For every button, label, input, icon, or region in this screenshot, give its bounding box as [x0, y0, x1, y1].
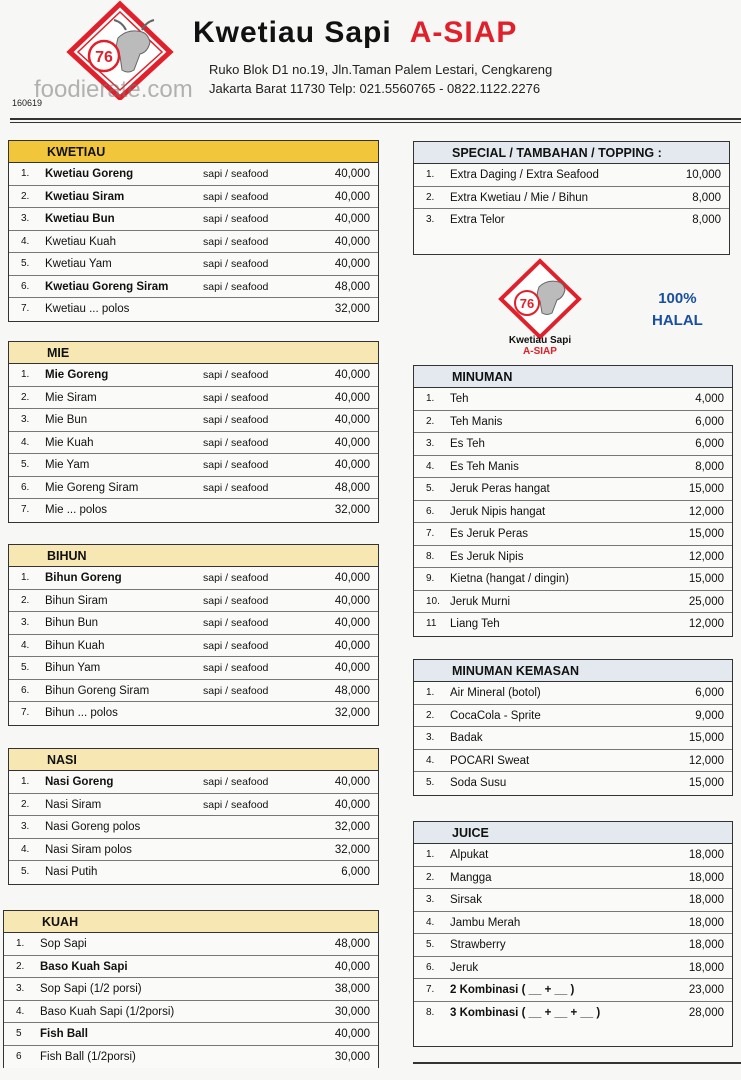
item-name: Es Jeruk Peras — [450, 528, 528, 540]
item-price: 40,000 — [334, 258, 370, 270]
logo2-number: 76 — [519, 296, 535, 311]
item-number: 5. — [21, 662, 30, 673]
menu-item — [9, 276, 378, 299]
item-price: 6,000 — [341, 866, 370, 878]
section-title: SPECIAL / TAMBAHAN / TOPPING : — [414, 142, 729, 164]
restaurant-name — [193, 16, 517, 50]
menu-code: 160619 — [12, 98, 43, 108]
item-name: Kwetiau Kuah — [45, 235, 116, 248]
item-option: sapi / seafood — [203, 798, 269, 811]
menu-item — [9, 567, 378, 590]
item-name: Jeruk Peras hangat — [450, 483, 550, 495]
item-name: Nasi Putih — [45, 866, 98, 878]
item-name: Jeruk Murni — [450, 595, 511, 608]
item-number: 10. — [426, 595, 440, 607]
section-title: MINUMAN KEMASAN — [414, 660, 732, 682]
item-price: 48,000 — [334, 684, 370, 697]
item-number: 2. — [21, 190, 30, 202]
item-option: sapi / seafood — [203, 391, 269, 404]
menu-item — [414, 613, 732, 636]
item-name: Es Jeruk Nipis — [450, 550, 524, 563]
item-price: 15,000 — [688, 483, 724, 495]
item-number: 6 — [16, 1050, 22, 1062]
item-name: Kwetiau Siram — [45, 190, 125, 203]
item-price: 48,000 — [334, 481, 370, 494]
menu-item — [414, 501, 732, 524]
menu-item — [9, 680, 378, 703]
item-name: Jambu Merah — [450, 916, 521, 929]
item-number: 5. — [21, 866, 30, 877]
section-mie — [8, 341, 379, 523]
address — [209, 60, 552, 98]
item-option: sapi / seafood — [203, 414, 269, 426]
item-price: 23,000 — [688, 984, 724, 996]
section-title: BIHUN — [9, 545, 378, 567]
item-name: 2 Kombinasi ( __ + __ ) — [450, 984, 575, 996]
item-price: 30,000 — [334, 1005, 370, 1018]
item-price: 40,000 — [334, 436, 370, 449]
item-price: 12,000 — [688, 550, 724, 563]
item-name: Mie Siram — [45, 391, 97, 404]
item-name: Bihun ... polos — [45, 707, 118, 719]
item-number: 3. — [21, 213, 30, 224]
section-juice — [413, 821, 733, 1047]
item-name: Jeruk — [450, 961, 479, 974]
item-name: Air Mineral (botol) — [450, 687, 541, 699]
menu-item — [414, 979, 732, 1002]
item-number: 4. — [16, 1005, 25, 1017]
menu-item — [414, 867, 732, 890]
item-price: 40,000 — [334, 594, 370, 607]
menu-item — [9, 861, 378, 884]
item-name: Fish Ball (1/2porsi) — [40, 1050, 136, 1063]
menu-item — [9, 771, 378, 794]
section-title: MINUMAN — [414, 366, 732, 388]
menu-item — [414, 889, 732, 912]
item-price: 48,000 — [334, 938, 370, 950]
item-name: Baso Kuah Sapi — [40, 960, 128, 973]
item-number: 1. — [426, 169, 435, 180]
item-name: Kwetiau Goreng — [45, 168, 134, 180]
item-name: Mie Goreng — [45, 369, 109, 381]
item-number: 4. — [21, 235, 30, 247]
item-name: Kwetiau Bun — [45, 213, 115, 225]
menu-item — [9, 794, 378, 817]
item-number: 4. — [426, 460, 435, 472]
menu-item — [414, 591, 732, 614]
item-price: 15,000 — [688, 777, 724, 789]
item-option: sapi / seafood — [203, 684, 269, 697]
item-number: 4. — [426, 754, 435, 766]
item-price: 32,000 — [334, 303, 370, 315]
item-option: sapi / seafood — [203, 235, 269, 248]
item-name: Bihun Goreng — [45, 572, 122, 584]
menu-item — [414, 957, 732, 980]
menu-item — [4, 978, 378, 1001]
section-kwetiau — [8, 140, 379, 322]
item-name: Sop Sapi — [40, 938, 87, 950]
menu-item — [9, 432, 378, 455]
watermark: foodierate.com — [34, 76, 193, 103]
menu-item — [9, 839, 378, 862]
item-name: POCARI Sweat — [450, 754, 530, 767]
menu-item — [9, 816, 378, 839]
item-price: 10,000 — [685, 169, 721, 181]
menu-item — [9, 163, 378, 186]
item-price: 40,000 — [334, 960, 370, 973]
address-line-2: Jakarta Barat 11730 Telp: 021.5560765 - 0822.1122.2276 — [209, 81, 541, 96]
item-name: 3 Kombinasi ( __ + __ + __ ) — [450, 1006, 601, 1019]
item-name: Bihun Yam — [45, 662, 101, 674]
item-number: 5. — [426, 777, 435, 788]
item-option: sapi / seafood — [203, 190, 269, 203]
item-number: 1. — [426, 393, 435, 404]
menu-item — [4, 1046, 378, 1069]
item-price: 9,000 — [695, 709, 724, 722]
item-option: sapi / seafood — [203, 168, 269, 180]
item-number: 1. — [426, 687, 435, 698]
menu-item — [414, 934, 732, 957]
menu-item — [414, 546, 732, 569]
item-name: Mie ... polos — [45, 504, 107, 516]
item-option: sapi / seafood — [203, 436, 269, 449]
item-name: Es Teh Manis — [450, 460, 519, 473]
item-name: Kwetiau Goreng Siram — [45, 280, 169, 293]
item-price: 8,000 — [695, 460, 724, 473]
menu-item — [414, 1002, 732, 1025]
item-option: sapi / seafood — [203, 572, 269, 584]
menu-item — [4, 1023, 378, 1046]
item-number: 4. — [426, 916, 435, 928]
item-number: 2. — [21, 798, 30, 810]
item-name: Bihun Bun — [45, 617, 99, 629]
halal-percent: 100% — [658, 290, 697, 307]
menu-item — [414, 772, 732, 795]
header-divider-thin — [10, 122, 741, 123]
menu-item — [414, 433, 732, 456]
item-price: 40,000 — [334, 459, 370, 471]
item-price: 4,000 — [695, 393, 724, 405]
item-name: Fish Ball — [40, 1028, 88, 1040]
menu-item — [9, 635, 378, 658]
section-title: JUICE — [414, 822, 732, 844]
item-price: 40,000 — [334, 414, 370, 426]
menu-item — [9, 657, 378, 680]
item-price: 6,000 — [695, 415, 724, 428]
menu-item — [9, 208, 378, 231]
item-price: 32,000 — [334, 821, 370, 833]
item-number: 9. — [426, 573, 435, 584]
item-price: 40,000 — [334, 617, 370, 629]
item-price: 6,000 — [695, 438, 724, 450]
item-name: Nasi Goreng polos — [45, 821, 141, 833]
item-price: 25,000 — [688, 595, 724, 608]
menu-item — [414, 187, 729, 210]
item-number: 7. — [426, 528, 435, 539]
item-number: 3. — [426, 214, 435, 225]
menu-item — [414, 912, 732, 935]
section-minuman-kemasan — [413, 659, 733, 796]
menu-item — [414, 164, 729, 187]
menu-item — [9, 409, 378, 432]
empty-row — [414, 232, 729, 254]
menu-item — [414, 727, 732, 750]
item-price: 8,000 — [692, 191, 721, 204]
item-number: 7. — [21, 303, 30, 314]
menu-item — [9, 499, 378, 522]
item-option: sapi / seafood — [203, 594, 269, 607]
item-price: 12,000 — [688, 754, 724, 767]
menu-item — [414, 411, 732, 434]
item-price: 8,000 — [692, 214, 721, 226]
cow-logo-small-icon — [495, 257, 585, 357]
item-number: 6. — [426, 505, 435, 517]
item-price: 18,000 — [688, 961, 724, 974]
item-number: 1. — [21, 776, 30, 787]
item-number: 5 — [16, 1028, 22, 1039]
item-name: Strawberry — [450, 939, 506, 951]
item-price: 18,000 — [688, 894, 724, 906]
item-option: sapi / seafood — [203, 280, 269, 293]
item-number: 2. — [426, 709, 435, 721]
item-name: Kietna (hangat / dingin) — [450, 573, 569, 585]
item-number: 1. — [21, 572, 30, 583]
item-number: 4. — [21, 639, 30, 651]
item-option: sapi / seafood — [203, 662, 269, 674]
menu-item — [9, 454, 378, 477]
item-price: 15,000 — [688, 732, 724, 744]
item-price: 18,000 — [688, 871, 724, 884]
menu-item — [414, 705, 732, 728]
logo-number: 76 — [95, 49, 113, 66]
item-name: Sop Sapi (1/2 porsi) — [40, 983, 142, 995]
menu-item — [4, 1001, 378, 1024]
item-number: 5. — [426, 483, 435, 494]
item-name: Teh — [450, 393, 469, 405]
item-price: 12,000 — [688, 505, 724, 518]
menu-item — [414, 478, 732, 501]
item-name: Bihun Kuah — [45, 639, 105, 652]
section-kuah — [3, 910, 379, 1068]
item-name: Nasi Siram — [45, 798, 102, 811]
item-option: sapi / seafood — [203, 617, 269, 629]
item-number: 8. — [426, 550, 435, 562]
menu-item — [414, 568, 732, 591]
title-accent: A-SIAP — [409, 16, 518, 49]
item-price: 48,000 — [334, 280, 370, 293]
item-number: 8. — [426, 1006, 435, 1018]
item-name: Nasi Siram polos — [45, 843, 132, 856]
menu-item — [9, 387, 378, 410]
menu-header — [0, 0, 741, 118]
menu-item — [414, 209, 729, 232]
item-price: 32,000 — [334, 707, 370, 719]
item-price: 18,000 — [688, 849, 724, 861]
item-price: 38,000 — [334, 983, 370, 995]
item-number: 2. — [21, 594, 30, 606]
item-option: sapi / seafood — [203, 481, 269, 494]
item-price: 18,000 — [688, 939, 724, 951]
section-title: KUAH — [4, 911, 378, 933]
item-number: 2. — [426, 191, 435, 203]
empty-row — [414, 1024, 732, 1046]
item-number: 1. — [21, 168, 30, 179]
item-name: Sirsak — [450, 894, 482, 906]
item-name: Jeruk Nipis hangat — [450, 505, 546, 518]
item-number: 3. — [21, 821, 30, 832]
section-title: MIE — [9, 342, 378, 364]
item-number: 6. — [21, 481, 30, 493]
menu-item — [9, 590, 378, 613]
item-price: 40,000 — [334, 776, 370, 788]
item-number: 4. — [21, 436, 30, 448]
item-price: 18,000 — [688, 916, 724, 929]
menu-item — [9, 186, 378, 209]
item-number: 3. — [21, 414, 30, 425]
address-line-1: Ruko Blok D1 no.19, Jln.Taman Palem Lestari, Cengkareng — [209, 62, 553, 77]
logo2-line2: A-SIAP — [523, 346, 557, 357]
item-number: 6. — [426, 961, 435, 973]
item-number: 2. — [16, 960, 25, 972]
menu-item — [9, 298, 378, 321]
item-price: 15,000 — [688, 573, 724, 585]
item-number: 2. — [426, 871, 435, 883]
item-price: 40,000 — [334, 213, 370, 225]
section-bihun — [8, 544, 379, 726]
section-nasi — [8, 748, 379, 885]
item-name: Extra Kwetiau / Mie / Bihun — [450, 191, 589, 204]
item-number: 7. — [21, 707, 30, 718]
menu-item — [414, 523, 732, 546]
item-price: 40,000 — [334, 391, 370, 404]
item-option: sapi / seafood — [203, 369, 269, 381]
item-price: 32,000 — [334, 504, 370, 516]
item-number: 5. — [21, 258, 30, 269]
item-name: Alpukat — [450, 849, 489, 861]
item-number: 3. — [16, 983, 25, 994]
menu-item — [414, 388, 732, 411]
title-main: Kwetiau Sapi — [193, 16, 392, 49]
menu-item — [9, 231, 378, 254]
menu-item — [4, 933, 378, 956]
item-name: Nasi Goreng — [45, 776, 114, 788]
item-number: 3. — [21, 617, 30, 628]
item-number: 3. — [426, 732, 435, 743]
menu-item — [414, 682, 732, 705]
item-price: 28,000 — [688, 1006, 724, 1019]
item-number: 3. — [426, 438, 435, 449]
item-price: 30,000 — [334, 1050, 370, 1063]
item-price: 12,000 — [688, 618, 724, 630]
menu-item — [4, 956, 378, 979]
item-name: Teh Manis — [450, 415, 503, 428]
item-name: Kwetiau ... polos — [45, 303, 130, 315]
item-name: Mie Yam — [45, 459, 90, 471]
item-name: Badak — [450, 732, 483, 744]
item-price: 40,000 — [334, 662, 370, 674]
menu-item — [9, 364, 378, 387]
item-number: 7. — [426, 984, 435, 995]
item-price: 40,000 — [334, 369, 370, 381]
item-price: 40,000 — [334, 235, 370, 248]
halal-label: HALAL — [652, 312, 703, 329]
item-name: Mie Goreng Siram — [45, 481, 139, 494]
item-number: 3. — [426, 894, 435, 905]
item-name: Es Teh — [450, 438, 485, 450]
item-name: Bihun Siram — [45, 594, 108, 607]
item-name: Extra Telor — [450, 214, 505, 226]
menu-item — [414, 456, 732, 479]
section-title: KWETIAU — [9, 141, 378, 163]
item-number: 5. — [426, 939, 435, 950]
item-price: 40,000 — [334, 572, 370, 584]
item-option: sapi / seafood — [203, 639, 269, 652]
menu-item — [9, 253, 378, 276]
item-price: 6,000 — [695, 687, 724, 699]
header-divider — [10, 118, 741, 120]
item-option: sapi / seafood — [203, 258, 269, 270]
menu-item — [414, 844, 732, 867]
item-option: sapi / seafood — [203, 213, 269, 225]
section-minuman — [413, 365, 733, 637]
item-price: 32,000 — [334, 843, 370, 856]
logo2-line1: Kwetiau Sapi — [508, 335, 572, 346]
menu-item — [9, 612, 378, 635]
item-price: 40,000 — [334, 190, 370, 203]
item-name: Mangga — [450, 871, 492, 884]
menu-item — [414, 750, 732, 773]
item-name: Extra Daging / Extra Seafood — [450, 169, 599, 181]
item-name: Liang Teh — [450, 618, 500, 630]
item-number: 5. — [21, 459, 30, 470]
item-number: 2. — [21, 391, 30, 403]
item-number: 6. — [21, 684, 30, 696]
item-number: 11 — [426, 618, 437, 629]
item-number: 1. — [16, 938, 25, 949]
item-name: Mie Bun — [45, 414, 88, 426]
item-name: CocaCola - Sprite — [450, 709, 541, 722]
item-price: 40,000 — [334, 168, 370, 180]
halal-badge — [652, 288, 703, 332]
item-name: Bihun Goreng Siram — [45, 684, 150, 697]
item-number: 1. — [426, 849, 435, 860]
item-name: Baso Kuah Sapi (1/2porsi) — [40, 1005, 175, 1018]
item-number: 4. — [21, 843, 30, 855]
item-number: 2. — [426, 415, 435, 427]
footer-divider — [413, 1062, 741, 1064]
item-number: 6. — [21, 280, 30, 292]
item-number: 1. — [21, 369, 30, 380]
item-name: Soda Susu — [450, 777, 507, 789]
section-title: NASI — [9, 749, 378, 771]
item-price: 15,000 — [688, 528, 724, 540]
item-name: Mie Kuah — [45, 436, 94, 449]
item-name: Kwetiau Yam — [45, 258, 112, 270]
menu-item — [9, 702, 378, 725]
item-price: 40,000 — [334, 798, 370, 811]
menu-item — [9, 477, 378, 500]
section-special — [413, 141, 730, 255]
item-option: sapi / seafood — [203, 776, 269, 788]
item-option: sapi / seafood — [203, 459, 269, 471]
item-price: 40,000 — [334, 639, 370, 652]
item-number: 7. — [21, 504, 30, 515]
item-price: 40,000 — [334, 1028, 370, 1040]
